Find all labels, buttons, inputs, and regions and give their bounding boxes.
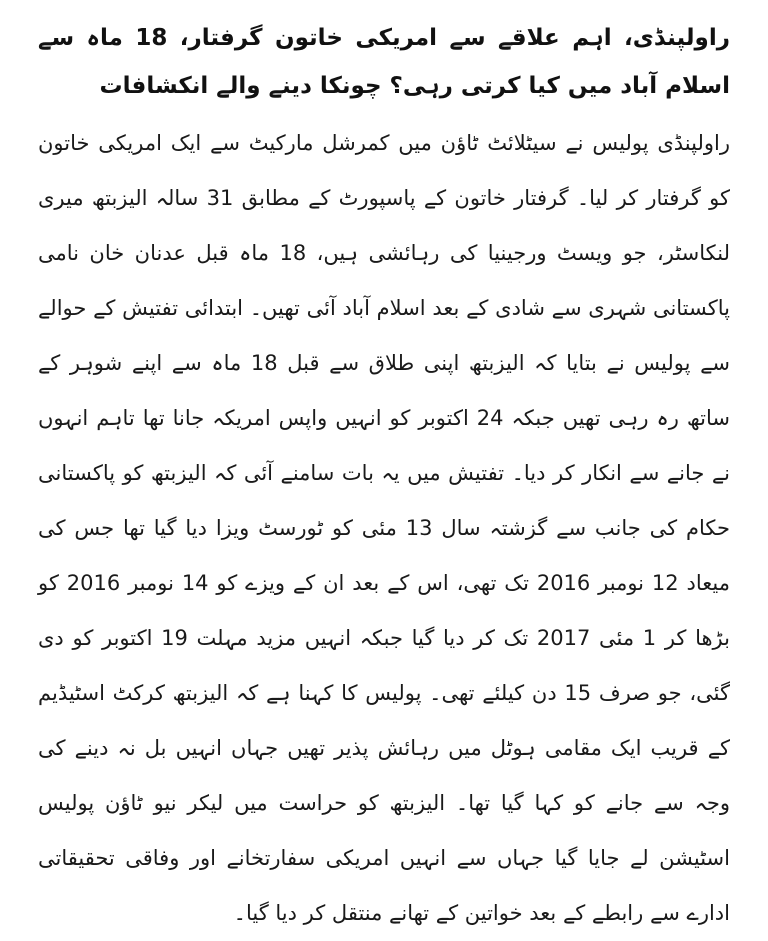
article-body: راولپنڈی پولیس نے سیٹلائٹ ٹاؤن میں کمرشل مارکیٹ سے ایک امریکی خاتون کو گرفتار کر لیا۔ گرفتار خاتون کے پاسپورٹ کے مطابق 31 سالہ الیزبتھ میری لنکاسٹر، جو ویسٹ ورجینیا کی رہائشی ہیں، 18 ماہ قبل عدنان خان نامی پاکستانی شہری سے شادی کے بعد اسلام آباد آئی تھیں۔ ابتدائی تفتیش کے حوالے سے پولیس نے بتایا کہ الیزبتھ اپنی طلاق سے قبل 18 ماہ سے اپنے شوہر کے ساتھ رہ رہی تھیں جبکہ 24 اکتوبر کو انہیں واپس امریکہ جانا تھا تاہم انہوں نے جانے سے انکار کر دیا۔ تفتیش میں یہ بات سامنے آئی کہ الیزبتھ کو پاکستانی حکام کی جانب سے گزشتہ سال 13 مئی کو ٹورسٹ ویزا دیا گیا تھا جس کی میعاد 12 نومبر 2016 تک تھی، اس کے بعد ان کے ویزے کو 14 نومبر 2016 کو بڑھا کر 1 مئی 2017 تک کر دیا گیا جبکہ انہیں مزید مہلت 19 اکتوبر کو دی گئی، جو صرف 15 دن کیلئے تھی۔ پولیس کا کہنا ہے کہ الیزبتھ کرکٹ اسٹیڈیم کے قریب ایک مقامی ہوٹل میں رہائش پذیر تھیں جہاں انہیں بل نہ دینے کی وجہ سے جانے کو کہا گیا تھا۔ الیزبتھ کو حراست میں لیکر نیو ٹاؤن پولیس اسٹیشن لے جایا گیا جہاں سے انہیں امریکی سفارتخانے اور وفاقی تحقیقاتی ادارے سے رابطے کے بعد خواتین کے تھانے منتقل کر دیا گیا۔: [38, 131, 731, 925]
article-headline: راولپنڈی، اہم علاقے سے امریکی خاتون گرفتار، 18 ماہ سے اسلام آباد میں کیا کرتی رہی؟ چونکا دینے والے انکشافات: [38, 25, 730, 99]
